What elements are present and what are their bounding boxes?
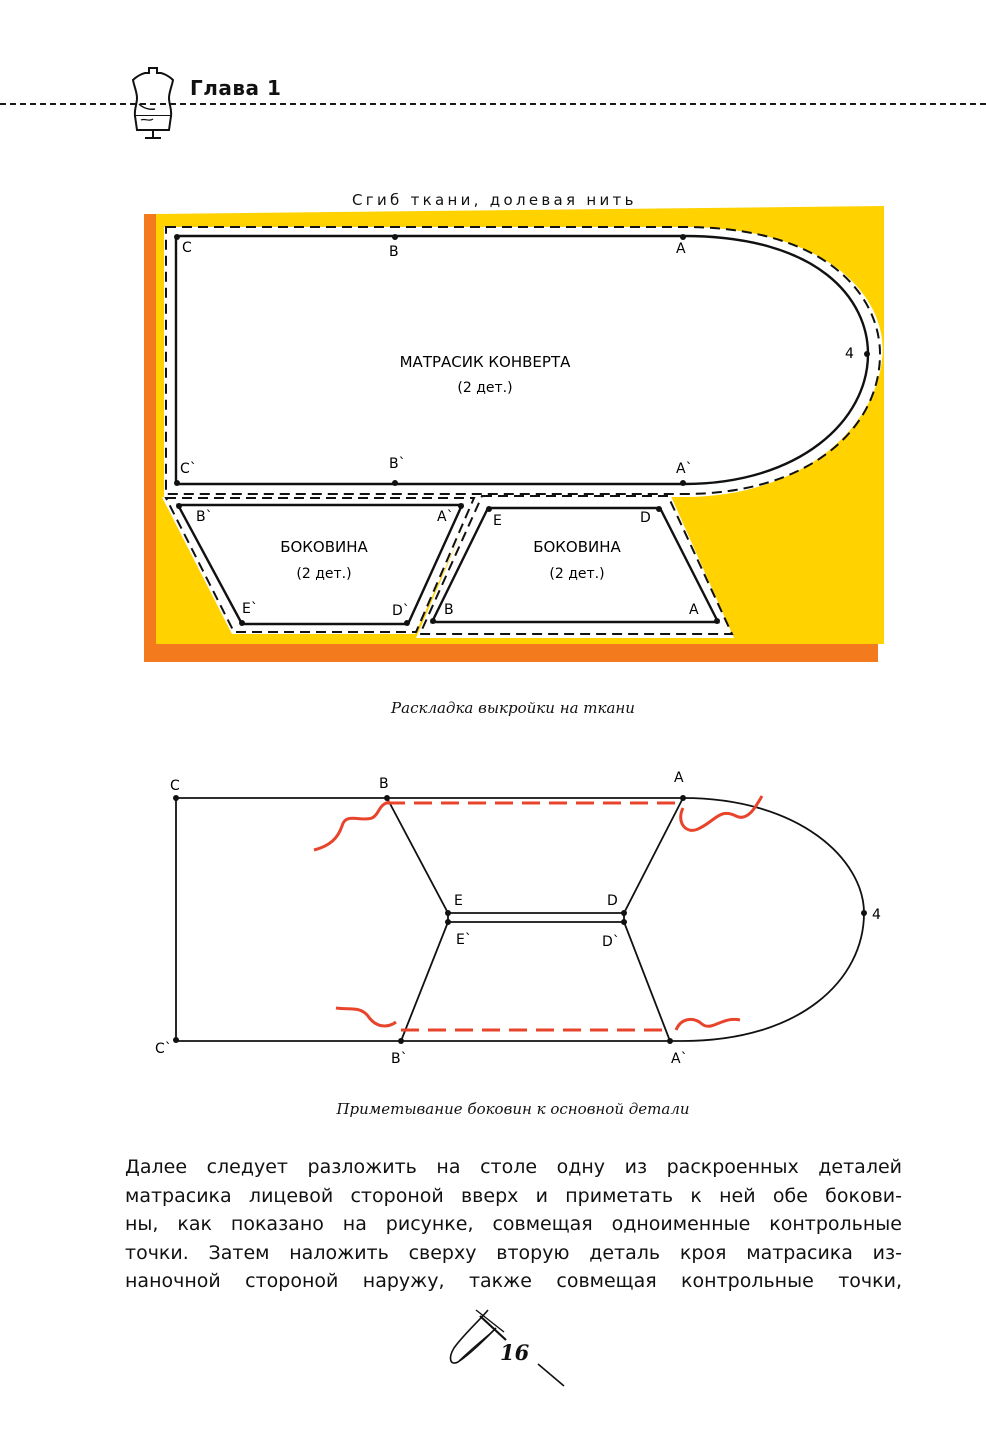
- point-label: B: [444, 602, 454, 618]
- page-number: 16: [500, 1340, 530, 1365]
- body-line: наночной стороной наружу, также совмещая контрольные точки,: [125, 1270, 902, 1293]
- point-label: C: [182, 240, 192, 256]
- side-seams: [387, 798, 683, 1041]
- point-label: D: [607, 893, 618, 909]
- body-line: ны, как показано на рисунке, совмещая одноименные контрольные: [125, 1213, 902, 1236]
- point-label: B`: [196, 509, 213, 525]
- body-line: Далее следует разложить на столе одну из раскроенных деталей: [125, 1156, 902, 1178]
- point-label: B: [379, 776, 389, 792]
- main-piece-outline: [176, 798, 864, 1041]
- point-label: E: [454, 893, 463, 909]
- point-label: B: [389, 244, 399, 260]
- piece-qty: (2 дет.): [549, 566, 605, 582]
- control-dots: [173, 795, 867, 1044]
- point-label: 4: [845, 346, 854, 362]
- body-line: матрасика лицевой стороной вверх и приметать к ней обе бокови-: [125, 1184, 902, 1207]
- figure-caption-1: Раскладка выкройки на ткани: [391, 699, 635, 717]
- point-label: C`: [155, 1041, 172, 1057]
- point-label: A`: [437, 509, 454, 525]
- piece-title: МАТРАСИК КОНВЕРТА: [399, 353, 571, 371]
- piece-title: БОКОВИНА: [533, 538, 621, 556]
- point-label: D`: [602, 934, 620, 950]
- pattern-layout-figure: [0, 0, 986, 690]
- point-label: E`: [456, 932, 472, 948]
- point-label: C`: [180, 461, 197, 477]
- piece-qty: (2 дет.): [296, 566, 352, 582]
- point-label: D`: [392, 603, 410, 619]
- piece-title: БОКОВИНА: [280, 538, 368, 556]
- point-label: E`: [242, 601, 258, 617]
- point-label: A`: [676, 461, 693, 477]
- point-label: 4: [872, 907, 881, 923]
- basting-figure: [0, 760, 986, 1090]
- fold-label: Сгиб ткани, долевая нить: [352, 191, 637, 209]
- body-paragraph: [125, 1153, 902, 1296]
- chapter-title: Глава 1: [190, 76, 282, 100]
- body-line: точки. Затем наложить сверху вторую деталь кроя матрасика из-: [125, 1241, 902, 1264]
- point-label: A`: [671, 1051, 688, 1067]
- piece-qty: (2 дет.): [457, 380, 513, 396]
- point-label: A: [689, 602, 699, 618]
- point-label: C: [170, 778, 180, 794]
- point-label: B`: [389, 456, 406, 472]
- point-label: B`: [391, 1051, 408, 1067]
- point-label: A: [674, 770, 684, 786]
- point-label: A: [676, 241, 686, 257]
- point-label: D: [640, 510, 651, 526]
- point-label: E: [493, 513, 502, 529]
- figure-caption-2: Приметывание боковин к основной детали: [336, 1100, 690, 1118]
